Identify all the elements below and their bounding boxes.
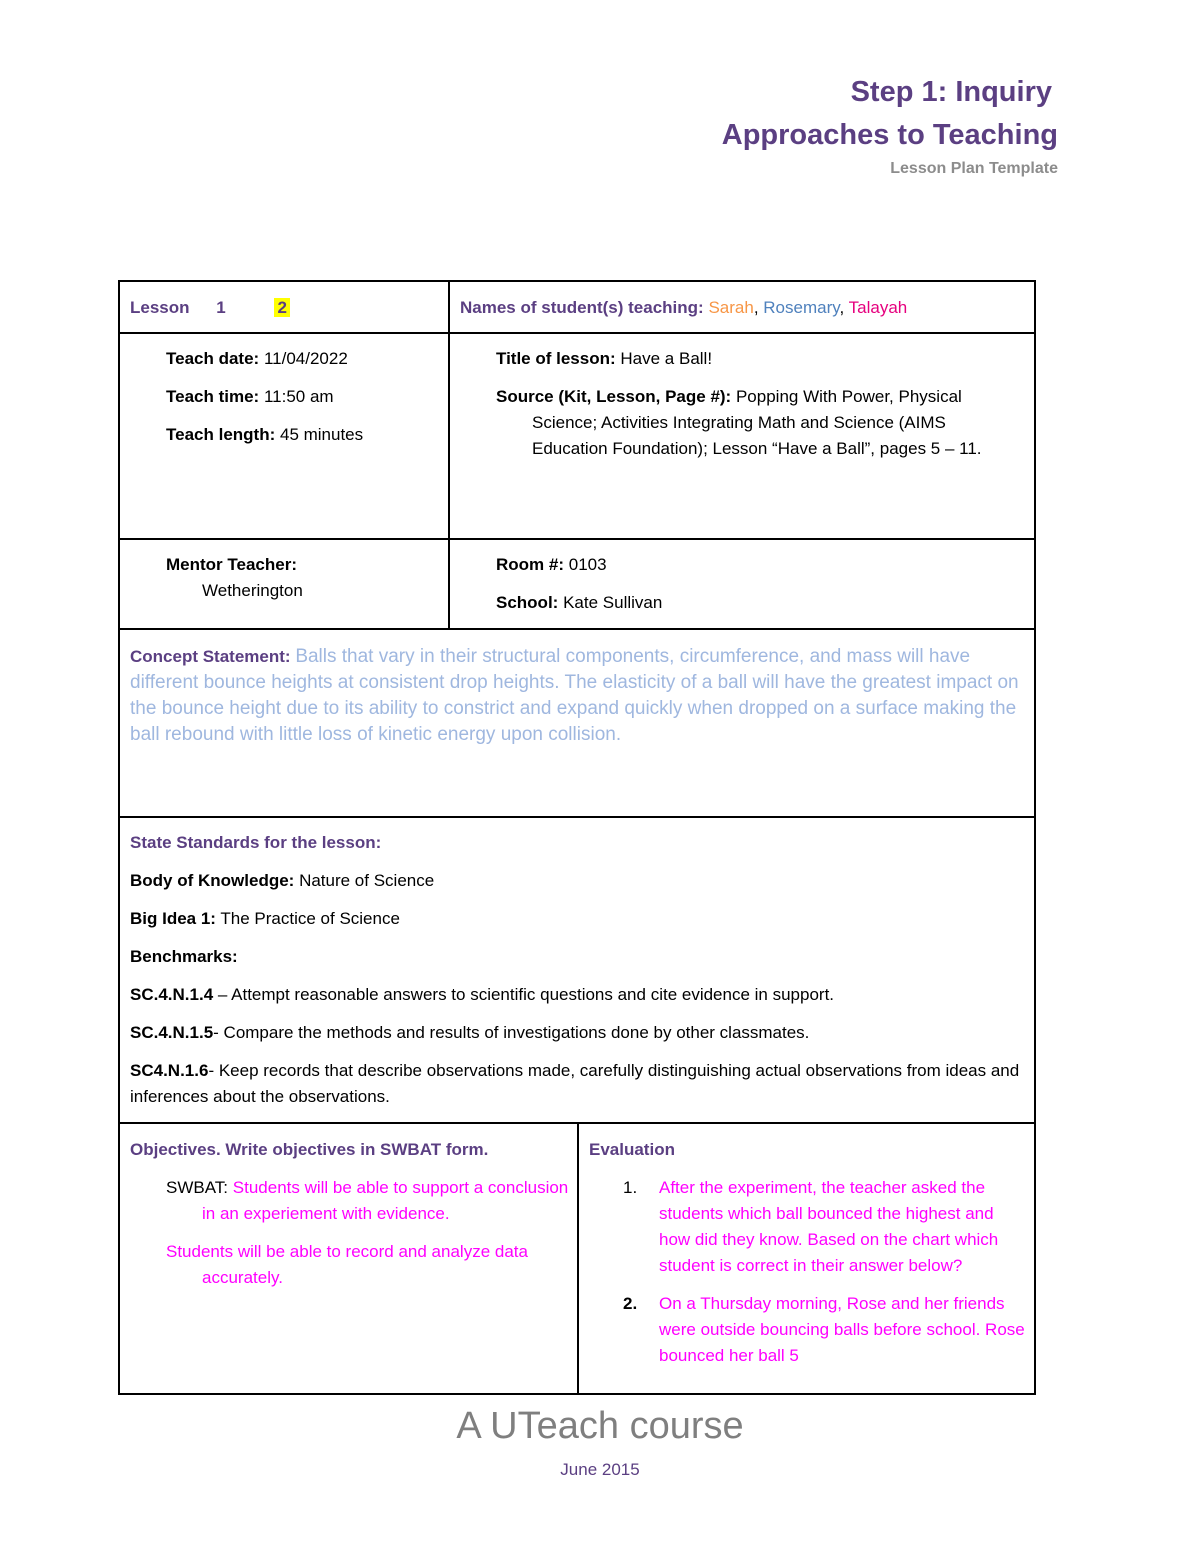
- step-title: Step 1: Inquiry: [850, 76, 1052, 108]
- teach-length-label: Teach length:: [166, 425, 276, 444]
- lesson-option-2: 2: [274, 298, 289, 317]
- student-name-2: Rosemary: [763, 298, 840, 317]
- lesson-info-cell: [496, 346, 1016, 462]
- source-text: Popping With Power, Physical Science; Activities Integrating Math and Science (AIMS Education Foundation); Lesson “Have a Ball”, pages 5 – 11.: [532, 387, 982, 458]
- lesson-plan-table: [118, 280, 1036, 1395]
- lesson-option-1: 1: [216, 298, 226, 317]
- room-number: 0103: [568, 555, 607, 574]
- benchmarks-label: Benchmarks:: [130, 947, 238, 966]
- lesson-cell: [130, 295, 290, 321]
- teach-date: 11/04/2022: [263, 349, 348, 368]
- concept-cell: [130, 644, 1020, 748]
- swbat-label: SWBAT:: [166, 1178, 229, 1197]
- column-divider: [448, 282, 450, 628]
- student-name-3: Talayah: [848, 298, 908, 317]
- evaluation-item-number: 2.: [623, 1294, 638, 1313]
- concept-label: Concept Statement:: [130, 647, 291, 666]
- lesson-title-label: Title of lesson:: [496, 349, 616, 368]
- uteach-logo: A UTeach course: [456, 1405, 744, 1447]
- names-label: Names of student(s) teaching:: [460, 298, 704, 317]
- big-idea-label: Big Idea 1:: [130, 909, 216, 928]
- students-cell: [460, 295, 907, 321]
- concept-text: Balls that vary in their structural components, circumference, and mass will have different bounce heights at consistent drop heights. The elasticity of a ball will have the greatest impact on the bounce height due to its ability to constrict and expand quickly when dropped on a surface making the ball rebound with little loss of kinetic energy upon collision.: [130, 646, 1019, 745]
- body-knowledge-label: Body of Knowledge:: [130, 871, 295, 890]
- benchmark-text-1: – Attempt reasonable answers to scientific questions and cite evidence in support.: [217, 985, 835, 1004]
- teach-date-label: Teach date:: [166, 349, 260, 368]
- evaluation-item: [589, 1175, 1029, 1279]
- column-divider: [577, 1122, 579, 1395]
- details-row: [120, 334, 1034, 540]
- standards-row: [120, 818, 1034, 1124]
- template-subtitle: Lesson Plan Template: [890, 160, 1058, 177]
- benchmark-code-2: SC.4.N.1.5: [130, 1023, 214, 1042]
- mentor-cell: [166, 552, 303, 604]
- course-title: Approaches to Teaching: [721, 119, 1058, 151]
- body-knowledge: Nature of Science: [299, 871, 435, 890]
- benchmark-code-1: SC.4.N.1.4: [130, 985, 214, 1004]
- teach-info-cell: [166, 346, 446, 448]
- name-separator: ,: [753, 298, 759, 317]
- objective-2: Students will be able to record and analyze data accurately.: [166, 1242, 528, 1287]
- objectives-cell: [130, 1137, 570, 1291]
- big-idea: The Practice of Science: [220, 909, 400, 928]
- standards-label: State Standards for the lesson:: [130, 833, 382, 852]
- objective-1: Students will be able to support a conclusion in an experiement with evidence.: [202, 1178, 569, 1223]
- evaluation-cell: [589, 1137, 1029, 1369]
- benchmark-code-3: SC4.N.1.6: [130, 1061, 209, 1080]
- evaluation-item-number: 1.: [623, 1178, 638, 1197]
- teach-time-label: Teach time:: [166, 387, 260, 406]
- standards-cell: [130, 830, 1024, 1110]
- room-school-cell: [496, 552, 662, 616]
- source-label: Source (Kit, Lesson, Page #):: [496, 387, 732, 406]
- lesson-row: [120, 282, 1034, 334]
- lesson-title: Have a Ball!: [620, 349, 713, 368]
- mentor-row: [120, 540, 1034, 630]
- school-name: Kate Sullivan: [563, 593, 663, 612]
- lesson-label: Lesson: [130, 298, 190, 317]
- student-name-1: Sarah: [708, 298, 754, 317]
- objectives-label: Objectives. Write objectives in SWBAT form.: [130, 1140, 489, 1159]
- benchmark-text-3: - Keep records that describe observations made, carefully distinguishing actual observations from ideas and inferences about the observations.: [130, 1061, 1020, 1106]
- evaluation-item-text: After the experiment, the teacher asked the students which ball bounced the highest and how did they know. Based on the chart which student is correct in their answer below?: [659, 1178, 999, 1275]
- teach-length: 45 minutes: [279, 425, 364, 444]
- school-label: School:: [496, 593, 559, 612]
- mentor-label: Mentor Teacher:: [166, 555, 297, 574]
- concept-row: [120, 630, 1034, 818]
- evaluation-item-text: On a Thursday morning, Rose and her friends were outside bouncing balls before school. Rose bounced her ball 5: [659, 1294, 1025, 1365]
- benchmark-text-2: - Compare the methods and results of investigations done by other classmates.: [213, 1023, 810, 1042]
- evaluation-label: Evaluation: [589, 1140, 675, 1159]
- teach-time: 11:50 am: [263, 387, 334, 406]
- footer-date: June 2015: [560, 1460, 640, 1479]
- mentor-name: Wetherington: [202, 581, 303, 600]
- evaluation-item: [589, 1291, 1029, 1369]
- name-separator: ,: [839, 298, 845, 317]
- room-label: Room #:: [496, 555, 564, 574]
- evaluation-list: [589, 1175, 1029, 1369]
